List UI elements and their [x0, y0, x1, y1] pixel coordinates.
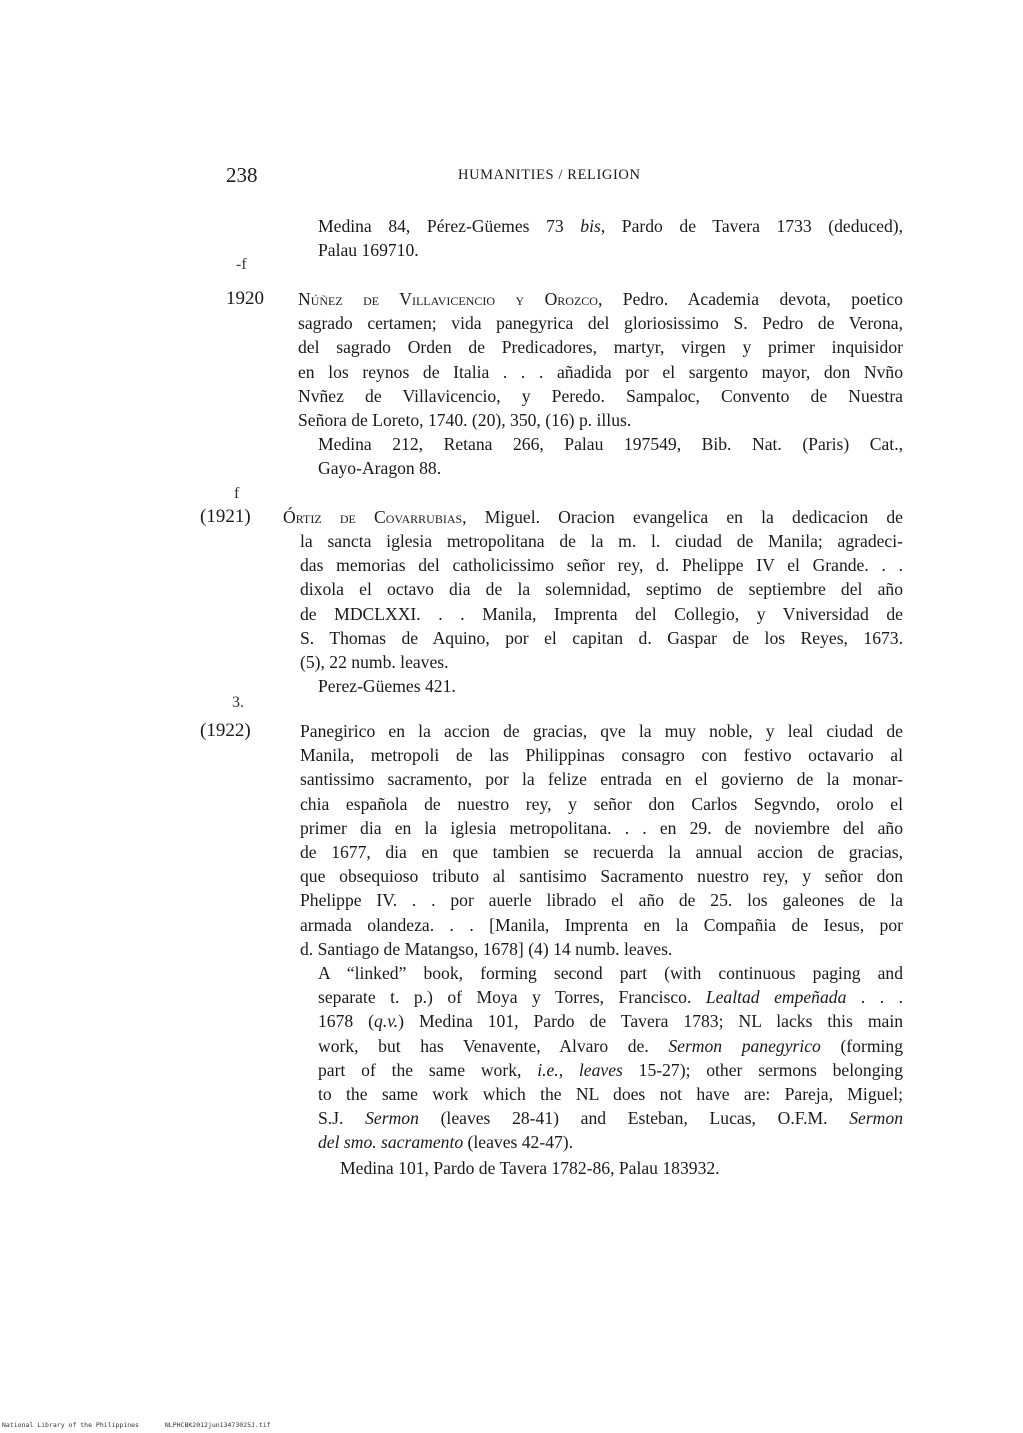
margin-annotation: 3.	[232, 694, 244, 711]
text-line: Nvñez de Villavicencio, y Peredo. Sampaloc, Convento de Nuestra	[298, 385, 903, 406]
entry-1921	[283, 505, 903, 529]
author-name: Núñez de Villavicencio y Orozco,	[298, 289, 603, 309]
note-line: Medina 101, Pardo de Tavera 1782-86, Palau 183932.	[340, 1158, 720, 1178]
annotation-line: S.J. Sermon (leaves 28-41) and Esteban, Lucas, O.F.M. Sermon	[318, 1108, 903, 1129]
entry-1921-body	[300, 529, 903, 674]
text-line: Medina 84, Pérez-Güemes 73 bis, Pardo de Tavera 1733 (deduced),	[318, 216, 903, 236]
text-line: sagrado certamen; vida panegyrica del gloriosissimo S. Pedro de Verona,	[298, 313, 903, 334]
running-head: HUMANITIES / RELIGION	[458, 167, 641, 183]
page-number: 238	[226, 163, 258, 187]
text-line: santissimo sacramento, por la felize entrada en el govierno de la monar-	[300, 769, 903, 790]
entry-number: (1922)	[200, 720, 251, 741]
continuation-note	[318, 214, 903, 262]
text-line: primer dia en la iglesia metropolitana. . . en 29. de noviembre del año	[300, 817, 903, 838]
text-line: d. Santiago de Matangso, 1678] (4) 14 numb. leaves.	[300, 938, 673, 959]
text-line: Señora de Loreto, 1740. (20), 350, (16) p. illus.	[298, 410, 632, 431]
text-line: Palau 169710.	[318, 240, 419, 261]
text-line: de 1677, dia en que tambien se recuerda la annual accion de gracias,	[300, 842, 903, 863]
entry-1922	[300, 719, 903, 961]
text-line: del sagrado Orden de Predicadores, martyr, virgen y primer inquisidor	[298, 337, 903, 358]
text-line: Phelippe IV. . . por auerle librado el año de 25. los galeones de la	[300, 890, 903, 911]
entry-heading: Núñez de Villavicencio y Orozco, Pedro. Academia devota, poetico	[298, 289, 903, 309]
text-line: en los reynos de Italia . . . añadida por el sargento mayor, don Nvño	[298, 361, 903, 382]
annotation-line: to the same work which the NL does not have are: Pareja, Miguel;	[318, 1084, 903, 1105]
file-id: NLPHCBK2012jun13473025J.tif	[164, 1421, 271, 1429]
note-line: Perez-Güemes 421.	[318, 676, 456, 696]
entry-1920	[298, 287, 903, 432]
text-line: que obsequioso tributo al santisimo Sacramento nuestro rey, y señor don	[300, 866, 903, 887]
author-name: Órtiz de Covarrubias,	[283, 507, 467, 527]
entry-1920-notes	[318, 432, 903, 480]
annotation-line: separate t. p.) of Moya y Torres, Francisco. Lealtad empeñada . . .	[318, 987, 903, 1008]
text-line: armada olandeza. . . [Manila, Imprenta en la Compañia de Iesus, por	[300, 914, 903, 935]
text-line: das memorias del catholicissimo señor rey, d. Phelippe IV el Grande. . .	[300, 555, 903, 576]
margin-annotation: -f	[236, 256, 247, 273]
text-line: dixola el octavo dia de la solemnidad, septimo de septiembre del año	[300, 579, 903, 600]
text-line: la sancta iglesia metropolitana de la m. l. ciudad de Manila; agradeci-	[300, 531, 903, 551]
entry-number: (1921)	[200, 506, 251, 527]
entry-heading: Órtiz de Covarrubias, Miguel. Oracion evangelica en la dedicacion de	[283, 507, 903, 527]
text-line: de MDCLXXI. . . Manila, Imprenta del Collegio, y Vniversidad de	[300, 603, 903, 624]
entry-1922-annotation	[318, 961, 903, 1155]
entry-number: 1920	[226, 288, 264, 309]
scan-footer	[2, 1421, 293, 1429]
text-line: Panegirico en la accion de gracias, qve la muy noble, y leal ciudad de	[300, 721, 903, 741]
annotation-line: 1678 (q.v.) Medina 101, Pardo de Tavera 1783; NL lacks this main	[318, 1011, 903, 1032]
text-line: chia española de nuestro rey, y señor don Carlos Segvndo, orolo el	[300, 793, 903, 814]
entry-1922-notes	[340, 1156, 903, 1180]
note-line: Gayo-Aragon 88.	[318, 458, 442, 479]
annotation-line: A “linked” book, forming second part (with continuous paging and	[318, 963, 903, 983]
note-line: Medina 212, Retana 266, Palau 197549, Bib. Nat. (Paris) Cat.,	[318, 434, 903, 454]
entry-1921-notes	[318, 674, 903, 698]
text-line: (5), 22 numb. leaves.	[300, 652, 449, 673]
margin-annotation: f	[234, 485, 240, 502]
text-line: S. Thomas de Aquino, por el capitan d. Gaspar de los Reyes, 1673.	[300, 627, 903, 648]
annotation-line: work, but has Venavente, Alvaro de. Sermon panegyrico (forming	[318, 1035, 903, 1056]
annotation-line: del smo. sacramento (leaves 42-47).	[318, 1132, 574, 1153]
annotation-line: part of the same work, i.e., leaves 15-27); other sermons belonging	[318, 1059, 904, 1080]
library-credit: National Library of the Philippines	[2, 1421, 139, 1429]
text-line: Manila, metropoli de las Philippinas consagro con festivo octavario al	[300, 745, 903, 766]
